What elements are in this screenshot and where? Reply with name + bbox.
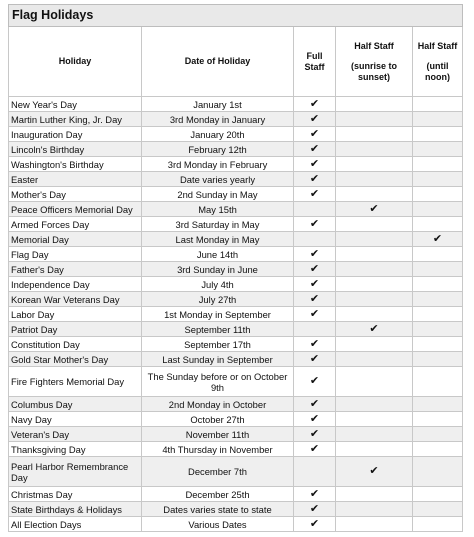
half-staff-sunset-cell: [336, 97, 413, 112]
table-row: [9, 427, 463, 442]
date-cell: 3rd Monday in January: [142, 112, 294, 127]
half-staff-noon-cell: [413, 112, 463, 127]
half-staff-noon-cell: [413, 262, 463, 277]
table-row: [9, 457, 463, 487]
half-staff-noon-cell: [413, 427, 463, 442]
header-date: Date of Holiday: [142, 27, 294, 97]
holiday-cell: Pearl Harbor Remembrance Day: [9, 457, 142, 487]
holiday-cell: Korean War Veterans Day: [9, 292, 142, 307]
half-staff-sunset-cell: ✔: [336, 202, 413, 217]
header-holiday: Holiday: [9, 27, 142, 97]
half-staff-sunset-cell: [336, 217, 413, 232]
half-staff-sunset-cell: [336, 232, 413, 247]
holiday-cell: Labor Day: [9, 307, 142, 322]
table-row: [9, 307, 463, 322]
header-half-staff-noon-note: (until noon): [425, 60, 450, 82]
holiday-cell: Inauguration Day: [9, 127, 142, 142]
half-staff-sunset-cell: [336, 442, 413, 457]
full-staff-cell: ✔: [294, 442, 336, 457]
date-cell: 3rd Sunday in June: [142, 262, 294, 277]
date-cell: January 1st: [142, 97, 294, 112]
header-half-staff-sunset-note: (sunrise to sunset): [350, 60, 397, 82]
date-cell: Dates varies state to state: [142, 502, 294, 517]
full-staff-cell: ✔: [294, 337, 336, 352]
table-row: [9, 202, 463, 217]
date-cell: 3rd Saturday in May: [142, 217, 294, 232]
half-staff-noon-cell: [413, 397, 463, 412]
half-staff-sunset-cell: [336, 412, 413, 427]
full-staff-cell: ✔: [294, 397, 336, 412]
half-staff-noon-cell: [413, 217, 463, 232]
table-row: [9, 337, 463, 352]
full-staff-cell: ✔: [294, 112, 336, 127]
table-row: [9, 412, 463, 427]
full-staff-cell: ✔: [294, 517, 336, 532]
full-staff-cell: ✔: [294, 412, 336, 427]
table-row: [9, 142, 463, 157]
full-staff-cell: ✔: [294, 277, 336, 292]
table-row: [9, 262, 463, 277]
holiday-cell: Flag Day: [9, 247, 142, 262]
table-row: [9, 97, 463, 112]
half-staff-noon-cell: [413, 337, 463, 352]
half-staff-sunset-cell: [336, 487, 413, 502]
half-staff-noon-cell: [413, 202, 463, 217]
table-row: [9, 367, 463, 397]
holiday-cell: New Year's Day: [9, 97, 142, 112]
holiday-cell: Fire Fighters Memorial Day: [9, 367, 142, 397]
date-cell: 4th Thursday in November: [142, 442, 294, 457]
date-cell: November 11th: [142, 427, 294, 442]
header-half-staff-sunset: [336, 27, 413, 97]
full-staff-cell: ✔: [294, 157, 336, 172]
holiday-cell: Lincoln's Birthday: [9, 142, 142, 157]
full-staff-cell: ✔: [294, 292, 336, 307]
half-staff-sunset-cell: ✔: [336, 322, 413, 337]
half-staff-sunset-cell: [336, 127, 413, 142]
half-staff-noon-cell: [413, 322, 463, 337]
half-staff-sunset-cell: [336, 292, 413, 307]
table-row: [9, 247, 463, 262]
half-staff-noon-cell: [413, 352, 463, 367]
table-row: [9, 157, 463, 172]
table-row: [9, 172, 463, 187]
half-staff-noon-cell: [413, 247, 463, 262]
half-staff-noon-cell: [413, 307, 463, 322]
table-row: [9, 187, 463, 202]
holiday-cell: Christmas Day: [9, 487, 142, 502]
date-cell: 1st Monday in September: [142, 307, 294, 322]
date-cell: July 4th: [142, 277, 294, 292]
holiday-cell: Navy Day: [9, 412, 142, 427]
date-cell: February 12th: [142, 142, 294, 157]
full-staff-cell: ✔: [294, 172, 336, 187]
full-staff-cell: ✔: [294, 97, 336, 112]
holiday-cell: All Election Days: [9, 517, 142, 532]
half-staff-noon-cell: [413, 487, 463, 502]
half-staff-sunset-cell: [336, 277, 413, 292]
half-staff-sunset-cell: [336, 262, 413, 277]
holiday-cell: Gold Star Mother's Day: [9, 352, 142, 367]
date-cell: 2nd Monday in October: [142, 397, 294, 412]
date-cell: October 27th: [142, 412, 294, 427]
table-row: [9, 112, 463, 127]
date-cell: June 14th: [142, 247, 294, 262]
table-row: [9, 217, 463, 232]
full-staff-cell: ✔: [294, 502, 336, 517]
holiday-cell: Mother's Day: [9, 187, 142, 202]
half-staff-sunset-cell: [336, 307, 413, 322]
flag-holidays-table: [8, 4, 463, 532]
half-staff-noon-cell: [413, 97, 463, 112]
holiday-cell: State Birthdays & Holidays: [9, 502, 142, 517]
half-staff-sunset-cell: [336, 517, 413, 532]
half-staff-noon-cell: [413, 292, 463, 307]
full-staff-cell: ✔: [294, 262, 336, 277]
full-staff-cell: [294, 322, 336, 337]
header-half-staff-noon: [413, 27, 463, 97]
half-staff-noon-cell: [413, 187, 463, 202]
table-row: [9, 277, 463, 292]
header-half-staff-sunset-title: Half Staff: [354, 40, 394, 51]
half-staff-noon-cell: [413, 142, 463, 157]
full-staff-cell: [294, 457, 336, 487]
half-staff-sunset-cell: [336, 367, 413, 397]
holiday-cell: Veteran's Day: [9, 427, 142, 442]
table-row: [9, 322, 463, 337]
date-cell: July 27th: [142, 292, 294, 307]
date-cell: 2nd Sunday in May: [142, 187, 294, 202]
full-staff-cell: ✔: [294, 427, 336, 442]
half-staff-noon-cell: [413, 517, 463, 532]
half-staff-noon-cell: [413, 277, 463, 292]
half-staff-sunset-cell: [336, 352, 413, 367]
half-staff-sunset-cell: [336, 427, 413, 442]
date-cell: May 15th: [142, 202, 294, 217]
holiday-cell: Constitution Day: [9, 337, 142, 352]
full-staff-cell: ✔: [294, 142, 336, 157]
table-row: [9, 352, 463, 367]
table-row: [9, 127, 463, 142]
holiday-cell: Columbus Day: [9, 397, 142, 412]
full-staff-cell: [294, 232, 336, 247]
holiday-cell: Martin Luther King, Jr. Day: [9, 112, 142, 127]
date-cell: September 17th: [142, 337, 294, 352]
half-staff-noon-cell: [413, 502, 463, 517]
full-staff-cell: ✔: [294, 352, 336, 367]
date-cell: December 7th: [142, 457, 294, 487]
full-staff-cell: ✔: [294, 127, 336, 142]
table-row: [9, 442, 463, 457]
half-staff-noon-cell: [413, 412, 463, 427]
holiday-cell: Independence Day: [9, 277, 142, 292]
full-staff-cell: ✔: [294, 247, 336, 262]
table-row: [9, 292, 463, 307]
date-cell: 3rd Monday in February: [142, 157, 294, 172]
header-half-staff-noon-title: Half Staff: [417, 40, 458, 51]
holiday-cell: Thanksgiving Day: [9, 442, 142, 457]
full-staff-cell: [294, 202, 336, 217]
half-staff-noon-cell: [413, 457, 463, 487]
full-staff-cell: ✔: [294, 307, 336, 322]
half-staff-noon-cell: [413, 442, 463, 457]
date-cell: Various Dates: [142, 517, 294, 532]
full-staff-cell: ✔: [294, 367, 336, 397]
half-staff-sunset-cell: [336, 172, 413, 187]
half-staff-sunset-cell: ✔: [336, 457, 413, 487]
holiday-cell: Patriot Day: [9, 322, 142, 337]
full-staff-cell: ✔: [294, 217, 336, 232]
half-staff-noon-cell: ✔: [413, 232, 463, 247]
date-cell: January 20th: [142, 127, 294, 142]
full-staff-cell: ✔: [294, 487, 336, 502]
half-staff-noon-cell: [413, 157, 463, 172]
half-staff-sunset-cell: [336, 157, 413, 172]
holiday-cell: Peace Officers Memorial Day: [9, 202, 142, 217]
holiday-cell: Armed Forces Day: [9, 217, 142, 232]
half-staff-sunset-cell: [336, 142, 413, 157]
date-cell: Last Monday in May: [142, 232, 294, 247]
table-row: [9, 232, 463, 247]
date-cell: The Sunday before or on October 9th: [142, 367, 294, 397]
flag-holidays-document: [8, 4, 462, 532]
half-staff-sunset-cell: [336, 187, 413, 202]
half-staff-sunset-cell: [336, 112, 413, 127]
header-full-staff: Full Staff: [294, 27, 336, 97]
holiday-cell: Easter: [9, 172, 142, 187]
table-row: [9, 487, 463, 502]
holiday-cell: Father's Day: [9, 262, 142, 277]
header-row: [9, 27, 463, 97]
table-row: [9, 397, 463, 412]
table-title: Flag Holidays: [9, 5, 463, 27]
holiday-cell: Washington's Birthday: [9, 157, 142, 172]
date-cell: Date varies yearly: [142, 172, 294, 187]
half-staff-sunset-cell: [336, 397, 413, 412]
half-staff-sunset-cell: [336, 337, 413, 352]
date-cell: September 11th: [142, 322, 294, 337]
half-staff-sunset-cell: [336, 502, 413, 517]
full-staff-cell: ✔: [294, 187, 336, 202]
date-cell: December 25th: [142, 487, 294, 502]
table-row: [9, 517, 463, 532]
half-staff-noon-cell: [413, 172, 463, 187]
holiday-cell: Memorial Day: [9, 232, 142, 247]
half-staff-noon-cell: [413, 367, 463, 397]
half-staff-noon-cell: [413, 127, 463, 142]
table-row: [9, 502, 463, 517]
half-staff-sunset-cell: [336, 247, 413, 262]
date-cell: Last Sunday in September: [142, 352, 294, 367]
